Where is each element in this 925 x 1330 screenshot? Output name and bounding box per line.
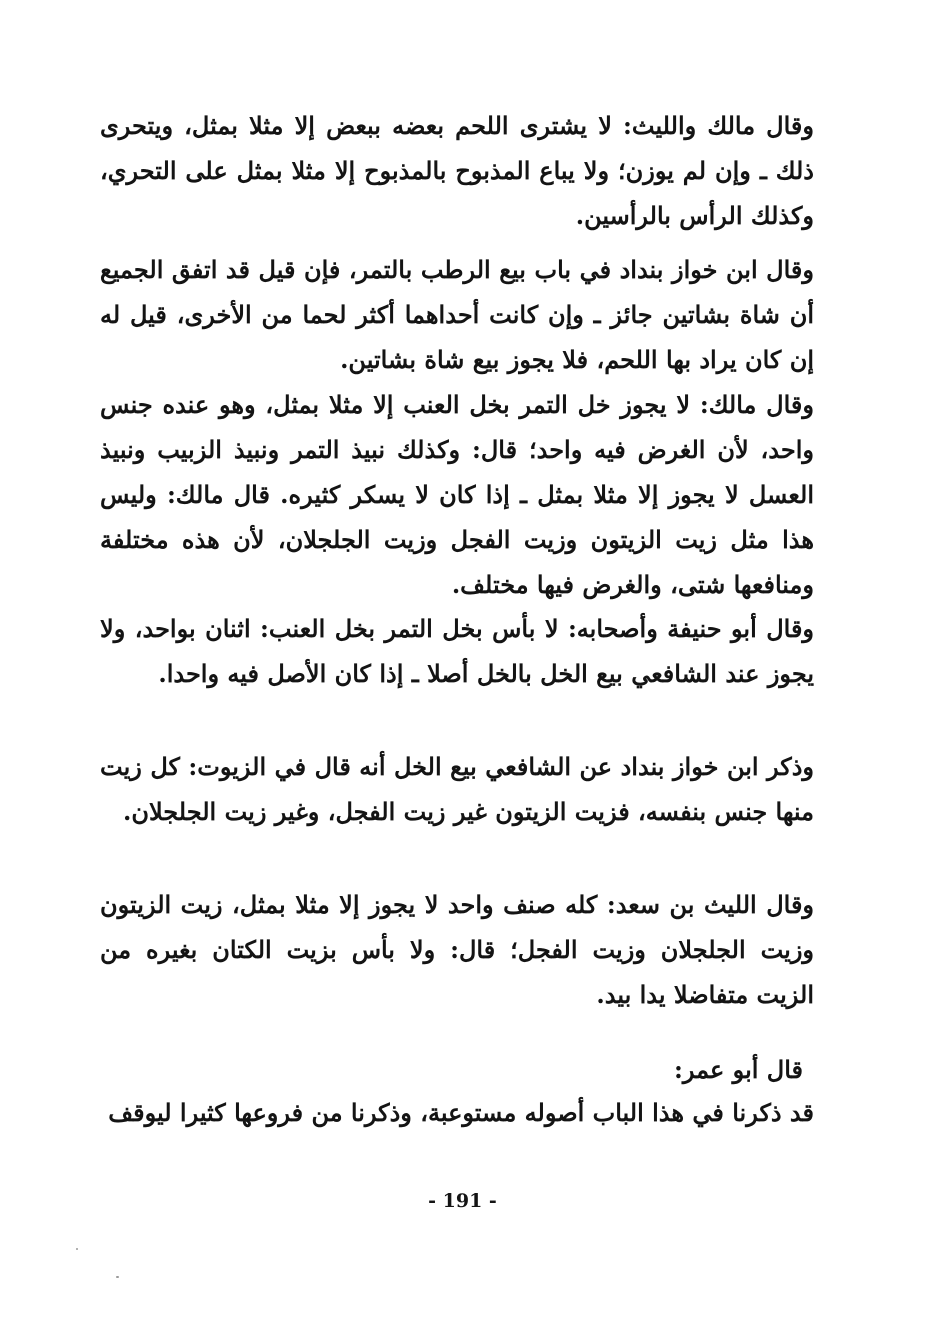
paragraph-abu-hanifa: وقال أبو حنيفة وأصحابه: لا بأس بخل التمر بخل العنب: اثنان بواحد، ولا يجوز عند الشافعي بيع الخل بالخل أصلا ـ إذا كان الأصل فيه واحدا. (100, 614, 814, 688)
paragraph-malik-vinegar: وقال مالك: لا يجوز خل التمر بخل العنب إلا مثلا بمثل، وهو عنده جنس واحد، لأن الغرض فيه واحد؛ قال: وكذلك نبيذ التمر ونبيذ الزبيب ونبيذ العسل لا يجوز إلا مثلا بمثل ـ إذا كان لا يسكر كثيره. قال مالك: وليس هذا مثل زيت الزيتون وزيت الفجل وزيت الجلجلان، لأن هذه مختلفة ومنافعها شتى، والغرض فيها مختلف. (100, 390, 814, 599)
paragraph-ibn-khuwaz-mandad: وقال ابن خواز بنداد في باب بيع الرطب بالتمر، فإن قيل قد اتفق الجميع أن شاة بشاتين جائز ـ وإن كانت أحداهما أكثر لحما من الأخرى، قيل له إن كان يراد بها اللحم، فلا يجوز بيع شاة بشاتين. (100, 255, 814, 374)
paragraph-closing-line: قد ذكرنا في هذا الباب أصوله مستوعبة، وذكرنا من فروعها كثيرا ليوقف (108, 1098, 814, 1127)
subheading-abu-umar: قال أبو عمر: (674, 1055, 803, 1084)
paragraph-layth-ibn-sad: وقال الليث بن سعد: كله صنف واحد لا يجوز إلا مثلا بمثل، زيت الزيتون وزيت الجلجلان وزيت الفجل؛ قال: ولا بأس بزيت الكتان بغيره من الزيت متفاضلا يدا بيد. (100, 890, 814, 1009)
page-number: - 191 - (428, 1190, 497, 1212)
paragraph-shafii-oils: وذكر ابن خواز بنداد عن الشافعي بيع الخل أنه قال في الزيوت: كل زيت منها جنس بنفسه، فزيت الزيتون غير زيت الفجل، وغير زيت الجلجلان. (100, 752, 814, 826)
paragraph-malik-layth: وقال مالك والليث: لا يشترى اللحم بعضه ببعض إلا مثلا بمثل، ويتحرى ذلك ـ وإن لم يوزن؛ ولا يباع المذبوح بالمذبوح إلا مثلا بمثل على التحري، وكذلك الرأس بالرأسين. (100, 111, 814, 230)
scan-speck (116, 1276, 119, 1278)
scan-speck (76, 1248, 78, 1250)
